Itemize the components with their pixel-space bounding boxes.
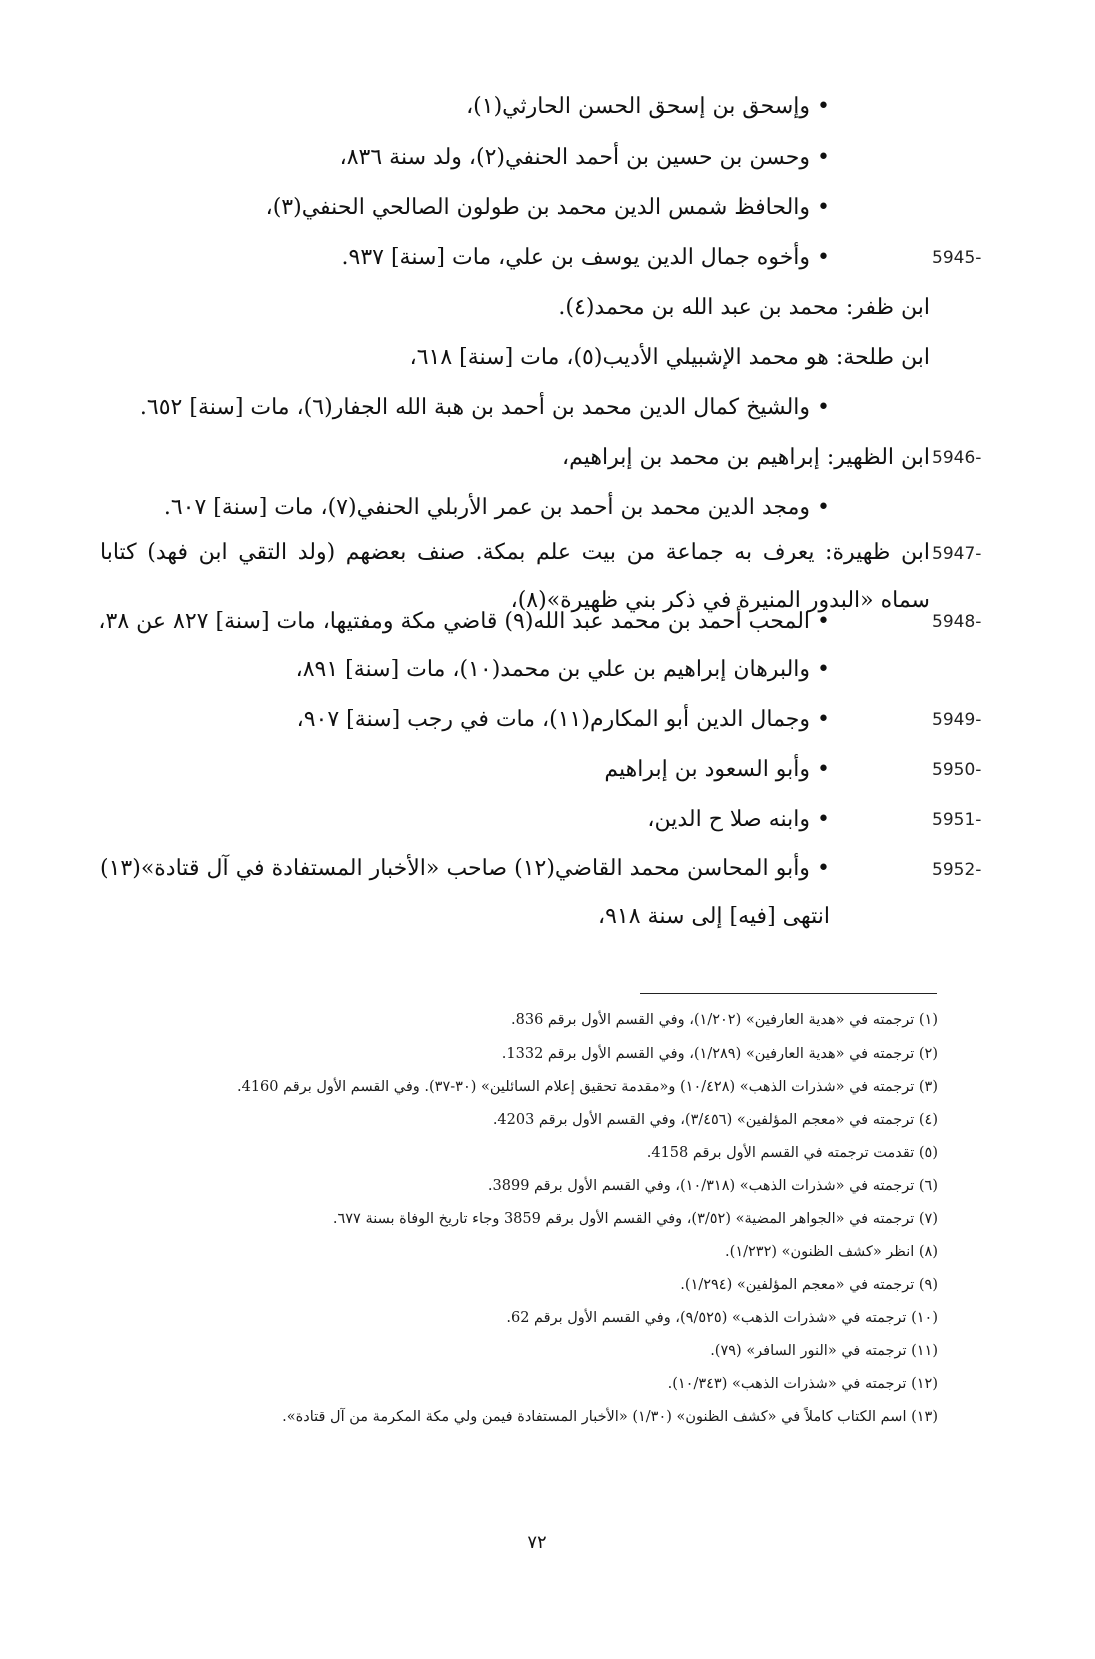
entry-number: 5946-: [932, 448, 982, 468]
entry-line: [0, 433, 1095, 483]
entry-line: [0, 333, 1095, 383]
footnote: (١) ترجمته في «هدية العارفين» (١/٢٠٢)، وفي القسم الأول برقم 836.: [511, 1012, 938, 1028]
footnote: (١١) ترجمته في «النور السافر» (٧٩).: [710, 1343, 938, 1359]
entry-number: 5949-: [932, 710, 982, 730]
entry-text: • المحب أحمد بن محمد عبد الله(٩) قاضي مكة ومفتيها، مات [سنة] ٨٢٧ عن ٣٨،: [98, 609, 830, 634]
entry-text: • والبرهان إبراهيم بن علي بن محمد(١٠)، مات [سنة] ٨٩١،: [295, 657, 830, 682]
entry-line: [0, 695, 1095, 745]
entry-text: ابن طلحة: هو محمد الإشبيلي الأديب(٥)، مات [سنة] ٦١٨،: [409, 345, 930, 370]
entry-text: • وأبو السعود بن إبراهيم: [604, 757, 830, 782]
entry-text: • وحسن بن حسين بن أحمد الحنفي(٢)، ولد سنة ٨٣٦،: [339, 145, 830, 170]
entry-text: ابن ظفر: محمد بن عبد الله بن محمد(٤).: [558, 295, 930, 320]
entry-text: • ومجد الدين محمد بن أحمد بن عمر الأربلي الحنفي(٧)، مات [سنة] ٦٠٧.: [163, 495, 830, 520]
entry-text: • والشيخ كمال الدين محمد بن أحمد بن هبة الله الجفار(٦)، مات [سنة] ٦٥٢.: [139, 395, 830, 420]
footnote: (٥) تقدمت ترجمته في القسم الأول برقم 4158.: [646, 1145, 938, 1161]
entry-line: [0, 745, 1095, 795]
entry-text: • والحافظ شمس الدين محمد بن طولون الصالحي الحنفي(٣)،: [265, 195, 830, 220]
entry-number: 5948-: [932, 612, 982, 632]
entry-line: [0, 233, 1095, 283]
entry-line: [0, 645, 1095, 695]
footnote: (٧) ترجمته في «الجواهر المضية» (٣/٥٢)، وفي القسم الأول برقم 3859 وجاء تاريخ الوفاة بسنة ٦٧٧.: [332, 1211, 938, 1227]
entry-line: [0, 283, 1095, 333]
entry-line: [0, 597, 1095, 647]
entry-number: 5952-: [932, 860, 982, 880]
entry-text: • وأبو المحاسن محمد القاضي(١٢) صاحب «الأخبار المستفادة في آل قتادة»(١٣) انتهى [فيه] إلى سنة ٩١٨،: [100, 856, 830, 929]
entry-line: [0, 383, 1095, 433]
footnote: (٤) ترجمته في «معجم المؤلفين» (٣/٤٥٦)، وفي القسم الأول برقم 4203.: [492, 1112, 938, 1128]
footnote: (١٢) ترجمته في «شذرات الذهب» (١٠/٣٤٣).: [667, 1376, 938, 1392]
page-number: ٧٢: [527, 1532, 547, 1553]
footnote: (٦) ترجمته في «شذرات الذهب» (١٠/٣١٨)، وفي القسم الأول برقم 3899.: [487, 1178, 938, 1194]
footnote: (٣) ترجمته في «شذرات الذهب» (١٠/٤٢٨) و«مقدمة تحقيق إعلام السائلين» (٣٠-٣٧). وفي القسم الأول برقم 4160.: [237, 1079, 938, 1095]
footnote: (١٠) ترجمته في «شذرات الذهب» (٩/٥٢٥)، وفي القسم الأول برقم 62.: [506, 1310, 938, 1326]
entry-text: • وأخوه جمال الدين يوسف بن علي، مات [سنة] ٩٣٧.: [341, 245, 830, 270]
entry-number: 5950-: [932, 760, 982, 780]
entry-text: • وابنه صلا ح الدين،: [647, 807, 830, 832]
entry-text: • وإسحق بن إسحق الحسن الحارثي(١)،: [466, 94, 830, 119]
entry-line: [0, 845, 1095, 945]
entry-text: ابن ظهيرة: يعرف به جماعة من بيت علم بمكة. صنف بعضهم (ولد التقي ابن فهد) كتابا سماه «البدور المنيرة في ذكر بني ظهيرة»(٨)،: [100, 540, 930, 613]
entry-line: [0, 82, 1095, 132]
footnote: (١٣) اسم الكتاب كاملاً في «كشف الظنون» (١/٣٠) «الأخبار المستفادة فيمن ولي مكة المكرمة من آل قتادة».: [282, 1409, 938, 1425]
entry-line: [0, 183, 1095, 233]
entry-number: 5951-: [932, 810, 982, 830]
entry-number: 5947-: [932, 544, 982, 564]
entry-number: 5945-: [932, 248, 982, 268]
entry-line: [0, 795, 1095, 845]
entry-line: [0, 483, 1095, 533]
entry-text: • وجمال الدين أبو المكارم(١١)، مات في رجب [سنة] ٩٠٧،: [296, 707, 830, 732]
footnote-separator: [640, 993, 937, 994]
entry-text: ابن الظهير: إبراهيم بن محمد بن إبراهيم،: [562, 445, 930, 470]
entry-line: [0, 133, 1095, 183]
footnote: (٨) انظر «كشف الظنون» (١/٢٣٢).: [725, 1244, 938, 1260]
footnote: (٢) ترجمته في «هدية العارفين» (١/٢٨٩)، وفي القسم الأول برقم 1332.: [501, 1046, 938, 1062]
footnote: (٩) ترجمته في «معجم المؤلفين» (١/٢٩٤).: [680, 1277, 938, 1293]
